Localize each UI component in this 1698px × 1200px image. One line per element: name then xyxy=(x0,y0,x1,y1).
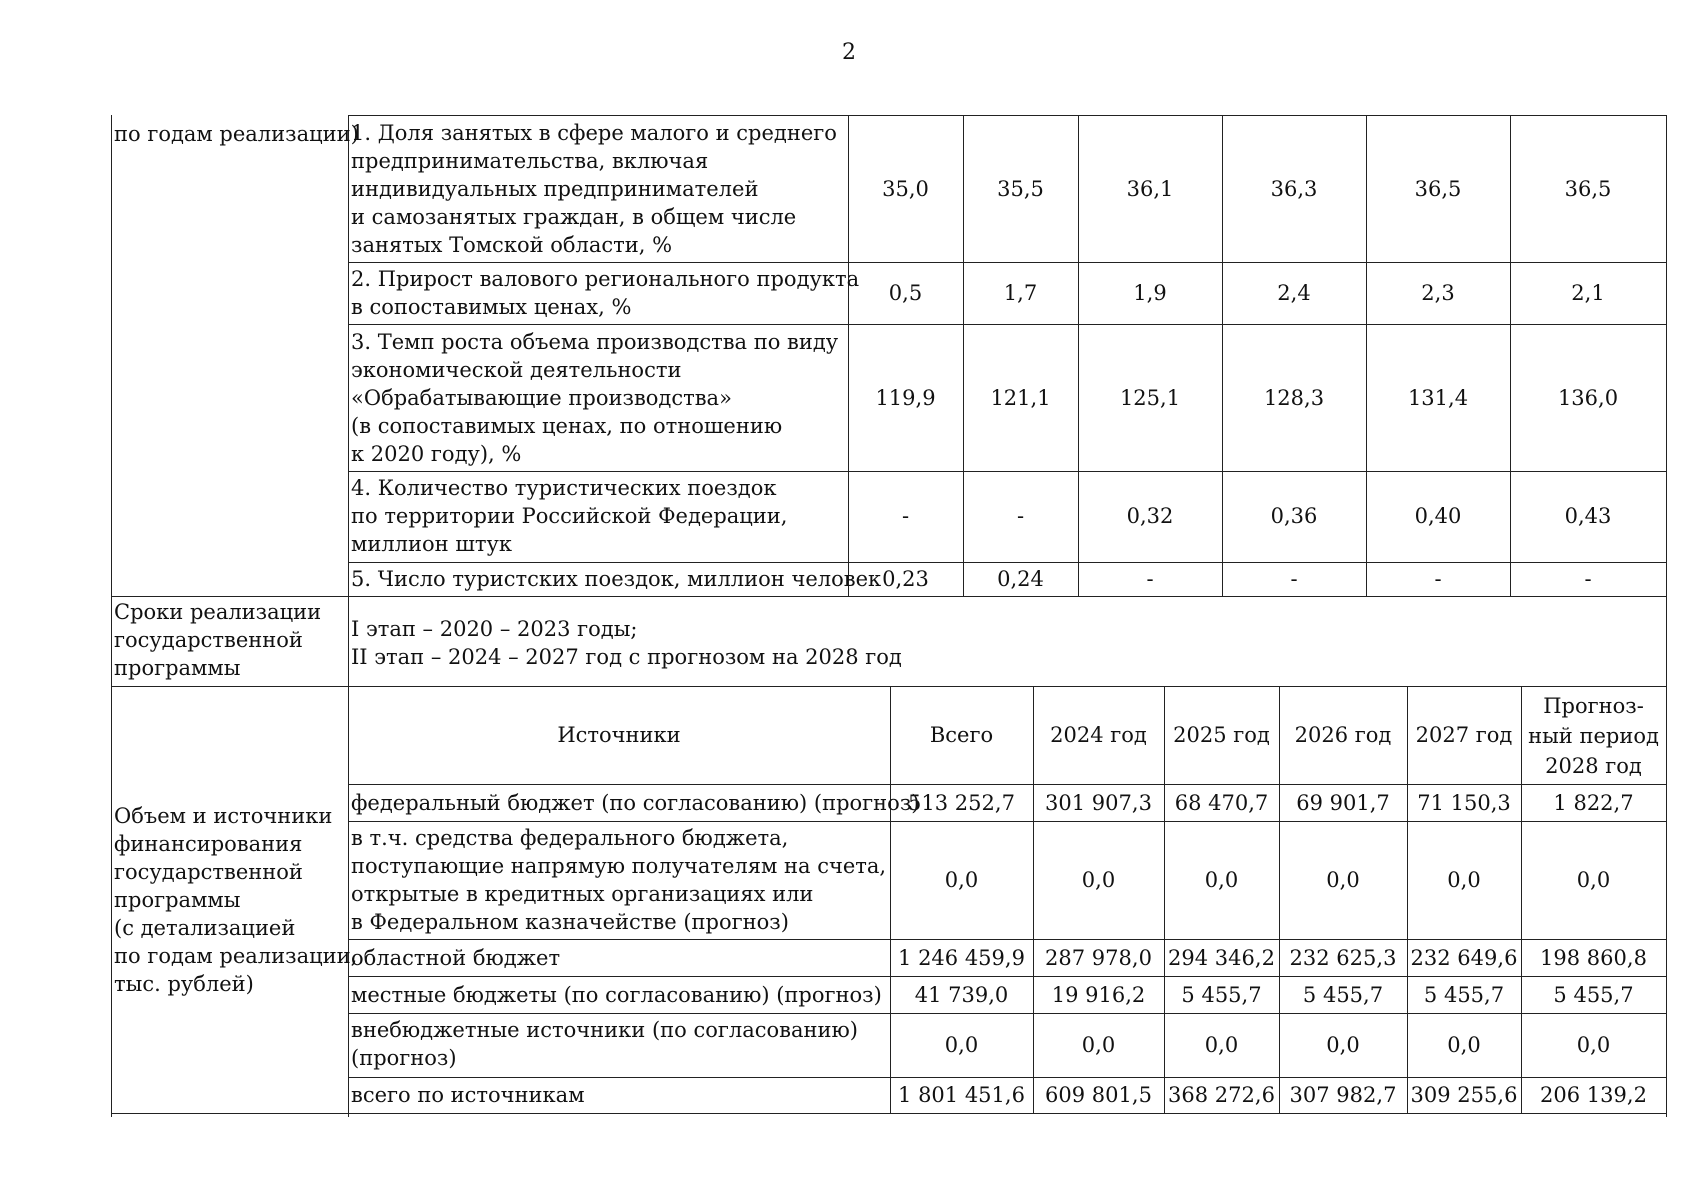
header-2024: 2024 год xyxy=(1050,723,1147,747)
header-2027: 2027 год xyxy=(1415,723,1513,747)
header-forecast: Прогноз- ный период 2028 год xyxy=(1528,694,1659,778)
finance-value: 0,0 xyxy=(1204,1033,1239,1057)
finance-value: 0,0 xyxy=(1081,1033,1116,1057)
finance-value: 0,0 xyxy=(1326,868,1360,892)
finance-value: 1 801 451,6 xyxy=(898,1083,1025,1107)
indicator-value: 136,0 xyxy=(1557,386,1619,410)
finance-value: 0,0 xyxy=(944,1033,979,1057)
indicator-value: 36,5 xyxy=(1564,177,1612,201)
finance-value: 1 246 459,9 xyxy=(898,946,1025,970)
indicator-value: 119,9 xyxy=(875,386,936,410)
finance-value: 5 455,7 xyxy=(1302,983,1384,1007)
finance-value: 0,0 xyxy=(1326,1033,1360,1057)
indicator-name: 2. Прирост валового регионального продукта в сопоставимых ценах, % xyxy=(351,267,860,319)
indicator-value: 36,5 xyxy=(1414,177,1462,201)
header-total: Всего xyxy=(929,723,994,747)
indicator-value: 2,1 xyxy=(1571,281,1605,305)
indicator-name: 4. Количество туристических поездок по территории Российской Федерации, миллион штук xyxy=(351,476,788,556)
indicator-value: 128,3 xyxy=(1263,386,1325,410)
finance-row-name: областной бюджет xyxy=(351,946,561,970)
finance-row-name: в т.ч. средства федерального бюджета, поступающие напрямую получателям на счета, открытые в кредитных организациях или в Федеральном казначействе (прогноз) xyxy=(351,826,887,934)
finance-value: 301 907,3 xyxy=(1045,791,1152,815)
finance-value: 0,0 xyxy=(944,868,979,892)
indicator-name: 1. Доля занятых в сфере малого и среднего предпринимательства, включая индивидуальных предпринимателей и самозанятых граждан, в общем числе занятых Томской области, % xyxy=(351,121,837,257)
finance-value: 609 801,5 xyxy=(1045,1083,1152,1107)
finance-value: 0,0 xyxy=(1204,868,1239,892)
indicator-value: 35,5 xyxy=(997,177,1044,201)
finance-value: 294 346,2 xyxy=(1168,946,1275,970)
finance-value: 5 455,7 xyxy=(1553,983,1634,1007)
indicator-value: 0,40 xyxy=(1414,504,1462,528)
finance-row-name: внебюджетные источники (по согласованию) (прогноз) xyxy=(351,1018,858,1070)
indicator-value: - xyxy=(1146,567,1154,591)
finance-value: 68 470,7 xyxy=(1174,791,1269,815)
finance-value: 19 916,2 xyxy=(1051,983,1146,1007)
indicator-value: 2,3 xyxy=(1421,281,1455,305)
finance-value: 198 860,8 xyxy=(1540,946,1647,970)
indicator-value: 0,32 xyxy=(1126,504,1174,528)
indicator-value: - xyxy=(1434,567,1442,591)
indicator-value: 0,36 xyxy=(1270,504,1318,528)
indicator-value: 125,1 xyxy=(1119,386,1181,410)
finance-value: 5 455,7 xyxy=(1181,983,1262,1007)
indicator-value: 121,1 xyxy=(990,386,1051,410)
finance-label: Объем и источники финансирования государственной программы (с детализацией по годам реализации, тыс. рублей) xyxy=(114,804,358,996)
indicator-value: 1,7 xyxy=(1003,281,1038,305)
indicator-value: 36,1 xyxy=(1126,177,1174,201)
finance-value: 0,0 xyxy=(1447,868,1481,892)
finance-value: 71 150,3 xyxy=(1417,791,1511,815)
finance-value: 5 455,7 xyxy=(1423,983,1505,1007)
finance-value: 69 901,7 xyxy=(1296,791,1390,815)
finance-value: 0,0 xyxy=(1081,868,1116,892)
indicator-value: 0,24 xyxy=(997,567,1044,591)
indicator-value: 0,5 xyxy=(888,281,923,305)
indicator-name: 3. Темп роста объема производства по виду экономической деятельности «Обрабатывающие производства» (в сопоставимых ценах, по отношению к 2020 году), % xyxy=(351,330,839,466)
finance-value: 41 739,0 xyxy=(914,983,1009,1007)
header-2025: 2025 год xyxy=(1173,723,1270,747)
finance-value: 1 822,7 xyxy=(1553,791,1634,815)
terms-label: Сроки реализации государственной программы xyxy=(114,600,322,680)
indicator-value: 1,9 xyxy=(1133,281,1167,305)
indicator-value: 131,4 xyxy=(1407,386,1469,410)
indicator-name: 5. Число туристских поездок, миллион человек xyxy=(351,567,882,591)
finance-value: 206 139,2 xyxy=(1540,1083,1647,1107)
finance-value: 307 982,7 xyxy=(1289,1083,1397,1107)
finance-row-name: федеральный бюджет (по согласованию) (прогноз) xyxy=(351,791,920,815)
finance-value: 0,0 xyxy=(1447,1033,1481,1057)
finance-value: 0,0 xyxy=(1576,1033,1611,1057)
indicator-value: 0,43 xyxy=(1564,504,1612,528)
realization-label: по годам реализации) xyxy=(114,122,359,146)
finance-row-name: местные бюджеты (по согласованию) (прогноз) xyxy=(351,983,882,1007)
indicator-value: 35,0 xyxy=(882,177,929,201)
indicator-value: - xyxy=(1290,567,1298,591)
indicator-value: 2,4 xyxy=(1277,281,1311,305)
finance-value: 513 252,7 xyxy=(908,791,1015,815)
finance-value: 232 649,6 xyxy=(1410,946,1518,970)
indicator-value: - xyxy=(1016,504,1025,528)
indicator-value: - xyxy=(1584,567,1592,591)
header-2026: 2026 год xyxy=(1294,723,1392,747)
terms-text: I этап – 2020 – 2023 годы; II этап – 2024 – 2027 год с прогнозом на 2028 год xyxy=(351,617,902,669)
finance-row-name: всего по источникам xyxy=(351,1083,585,1107)
header-sources: Источники xyxy=(557,723,681,747)
finance-value: 368 272,6 xyxy=(1168,1083,1275,1107)
finance-value: 287 978,0 xyxy=(1045,946,1152,970)
indicator-value: - xyxy=(901,504,910,528)
finance-value: 232 625,3 xyxy=(1289,946,1397,970)
finance-value: 0,0 xyxy=(1576,868,1611,892)
indicator-value: 36,3 xyxy=(1270,177,1318,201)
finance-value: 309 255,6 xyxy=(1410,1083,1518,1107)
indicator-value: 0,23 xyxy=(882,567,929,591)
page-number: 2 xyxy=(842,40,856,65)
